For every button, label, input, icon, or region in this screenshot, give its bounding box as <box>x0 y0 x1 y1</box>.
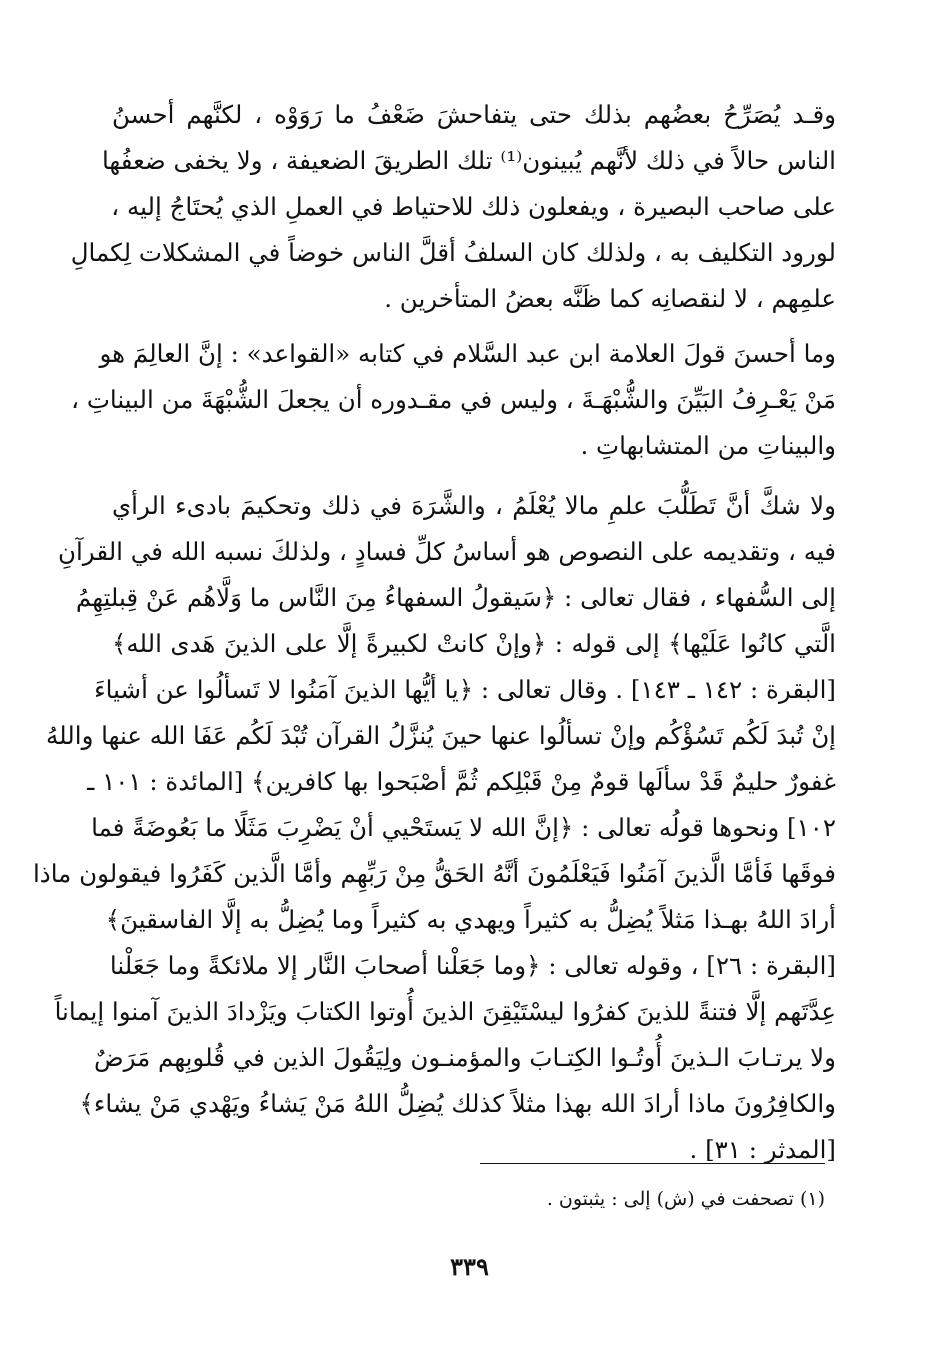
text-line: غفورٌ حليمٌ قَدْ سألَها قومٌ مِنْ قَبْلِكم ثُمَّ أصْبَحوا بها كافرين﴾ [المائدة : ١٠١ ـ <box>87 767 836 796</box>
paragraph-2 <box>71 331 836 469</box>
text-line: فوقَها فَأمَّا الَّذينَ آمَنُوا فَيَعْلَمُونَ أنَّهُ الحَقُّ مِنْ رَبِّهِم وأمَّا الَّذين كَفَرُوا فيقولون ماذا <box>33 859 836 888</box>
text-line: وقـد يُصَرِّحُ بعضُهم بذلك حتى يتفاحشَ ضَعْفُ ما رَوَوْه ، لكنَّهم أحسنُ <box>112 100 836 129</box>
text-line: إلى السُّفهاء ، فقال تعالى : ﴿سَيقولُ السفهاءُ مِنَ النَّاس ما وَلَّاهُم عَنْ قِبلتِهِمُ <box>75 583 836 612</box>
text-line: الَّتي كانُوا عَلَيْها﴾ إلى قوله : ﴿وإنْ كانتْ لكبيرةً إلَّا على الذينَ هَدى الله﴾ <box>112 629 836 658</box>
text-line: ولا شكَّ أنَّ تَطَلُّبَ علمِ مالا يُعْلَمُ ، والشَّرَهَ في ذلك وتحكيمَ بادىء الرأي <box>112 491 836 520</box>
text-line: [البقرة : ٢٦] ، وقوله تعالى : ﴿وما جَعَلْنا أصحابَ النَّار إلا ملائكةً وما جَعَلْنا <box>109 951 836 980</box>
text-line: ١٠٢] ونحوها قولُه تعالى : ﴿إنَّ الله لا يَستَحْيي أنْ يَضْرِبَ مَثَلًا ما بَعُوضَةً فما <box>91 813 836 842</box>
text-line: ولا يرتـابَ الـذينَ أُوتُـوا الكِتـابَ والمؤمنـون ولِيَقُولَ الذين في قُلوبِهم مَرَضٌ <box>93 1043 836 1072</box>
text-line: مَنْ يَعْـرِفُ البَيِّنَ والشُّبْهَـةَ ، وليس في مقـدوره أن يجعلَ الشُّبْهَةَ من البيناتِ ، <box>71 385 836 414</box>
text-line: والبيناتِ من المتشابهاتِ . <box>580 431 836 460</box>
text-line: علمِهم ، لا لنقصانِه كما ظَنَّه بعضُ المتأخرين . <box>384 284 836 313</box>
text-line: فيه ، وتقديمه على النصوص هو أساسُ كلِّ فسادٍ ، ولذلكَ نسبه الله في القرآنِ <box>58 537 836 566</box>
text-line: أرادَ اللهُ بهـذا مَثلاً يُضِلُّ به كثيراً ويهدي به كثيراً وما يُضِلُّ به إلَّا الفاسقينَ﴾ <box>105 905 836 934</box>
text-line: الناس حالاً في ذلك لأنَّهم يُبينون⁽¹⁾ تلك الطريقَ الضعيفة ، ولا يخفى ضعفُها <box>101 146 836 175</box>
footnote: (١) تصحفت في (ش) إلى : يثبتون . <box>546 1188 825 1210</box>
footnote-divider <box>480 1163 825 1164</box>
text-line: [المدثر : ٣١] . <box>689 1135 836 1164</box>
text-line: وما أحسنَ قولَ العلامة ابن عبد السَّلام في كتابه «القواعد» : إنَّ العالِمَ هو <box>99 339 836 368</box>
paragraph-1 <box>70 92 836 322</box>
text-line: لورود التكليف به ، ولذلك كان السلفُ أقلَّ الناس خوضاً في المشكلات لِكمالِ <box>70 238 836 267</box>
paragraph-3 <box>33 483 836 1173</box>
text-line: والكافِرُونَ ماذا أرادَ الله بهذا مثلاً كذلك يُضِلُّ اللهُ مَنْ يَشاءُ ويَهْدي مَنْ يشاء﴾ <box>79 1089 836 1118</box>
text-line: عِدَّتَهم إلَّا فتنةً للذينَ كفرُوا ليسْتَيْقِنَ الذينَ أُوتوا الكتابَ ويَزْدادَ الذينَ آمنوا إيماناً <box>54 997 836 1026</box>
text-line: [البقرة : ١٤٢ ـ ١٤٣] . وقال تعالى : ﴿يا أيُّها الذينَ آمَنُوا لا تَسألُوا عن أشياءَ <box>94 675 836 704</box>
text-line: إنْ تُبدَ لَكُم تَسُؤْكُم وإنْ تسألُوا عنها حينَ يُنزَّلُ القرآن تُبْدَ لَكُم عَفَا الله عنها واللهُ <box>46 721 836 750</box>
text-line: على صاحب البصيرة ، ويفعلون ذلك للاحتياط في العملِ الذي يُحتَاجُ إليه ، <box>111 192 836 221</box>
page-number: ٣٣٩ <box>450 1252 489 1281</box>
